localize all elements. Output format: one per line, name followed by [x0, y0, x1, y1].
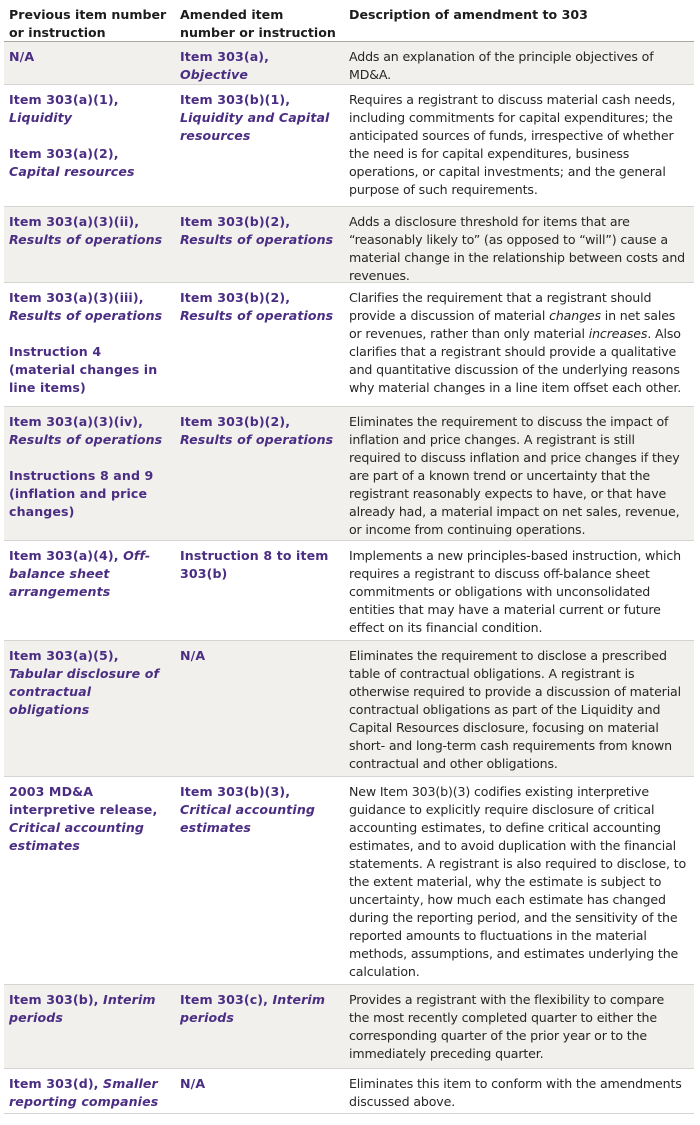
item-number: Instructions 8 and 9 (inflation and price changes) [9, 468, 154, 519]
item-title: Capital resources [9, 164, 135, 179]
item-reference [180, 1075, 339, 1093]
item-number: Instruction 8 to item 303(b) [180, 548, 329, 581]
description-cell: Adds a disclosure threshold for items that are “reasonably likely to” (as opposed to “will”) cause a material change in the relationship between costs and revenues. [349, 214, 685, 283]
table-row [4, 1069, 694, 1114]
item-reference [180, 48, 339, 84]
item-reference [9, 467, 171, 521]
description-cell: Implements a new principles-based instruction, which requires a registrant to discuss off-balance sheet commitments or obligations with unconsolidated entities that may have a material current or future effect on its financial condition. [349, 548, 681, 635]
item-reference [9, 145, 171, 181]
table-row [4, 985, 694, 1069]
item-title: Interim periods [180, 992, 326, 1025]
item-title: Results of operations [9, 232, 163, 247]
item-title: Results of operations [180, 432, 334, 447]
item-number: Item 303(d), [9, 1076, 104, 1091]
item-title: Off-balance sheet arrangements [9, 548, 151, 599]
item-reference [180, 289, 339, 325]
item-number: N/A [9, 49, 35, 64]
item-number: 2003 MD&A interpretive release, [9, 784, 158, 817]
item-number: Item 303(a)(1), [9, 92, 119, 107]
table-row [4, 42, 694, 85]
description-text: . Also clarifies that a registrant should provide a qualitative and quantitative discussion of the underlying reasons why material changes in a line item offset each other. [349, 326, 682, 395]
item-reference [9, 213, 171, 249]
description-cell: Provides a registrant with the flexibility to compare the most recently completed quarter to either the corresponding quarter of the prior year or to the immediately preceding quarter. [349, 992, 665, 1061]
description-cell: Eliminates this item to conform with the amendments discussed above. [349, 1076, 682, 1109]
item-number: Item 303(c), [180, 992, 273, 1007]
item-title: Smaller reporting companies [9, 1076, 159, 1109]
amended-item-cell [175, 407, 343, 540]
item-number: Item 303(b)(3), [180, 784, 291, 799]
description-text: in net sales or revenues, rather than only material [349, 308, 676, 341]
item-title: Critical accounting estimates [9, 820, 145, 853]
previous-item-cell [4, 207, 175, 282]
item-reference [180, 647, 339, 665]
item-title: Objective [180, 67, 249, 82]
item-reference [9, 343, 171, 397]
item-reference [9, 991, 171, 1027]
item-reference [180, 783, 339, 837]
item-number: Item 303(b), [9, 992, 104, 1007]
item-number: Item 303(b)(2), [180, 414, 291, 429]
previous-item-cell [4, 541, 175, 640]
table-row [4, 283, 694, 407]
item-title: Critical accounting estimates [180, 802, 316, 835]
amended-item-cell [175, 541, 343, 640]
previous-item-cell [4, 777, 175, 984]
item-number: Item 303(b)(2), [180, 214, 291, 229]
amended-item-cell [175, 777, 343, 984]
item-number: Item 303(a)(4), [9, 548, 124, 563]
table-row [4, 85, 694, 207]
previous-item-cell [4, 85, 175, 206]
previous-item-cell [4, 641, 175, 776]
item-title: Liquidity and Capital resources [180, 110, 330, 143]
item-number: Item 303(a)(3)(iv), [9, 414, 144, 429]
emphasized-text: changes [549, 308, 601, 323]
item-reference [9, 783, 171, 855]
header-amended: Amended item number or instruction [180, 7, 336, 40]
item-reference [180, 991, 339, 1027]
item-reference [180, 213, 339, 249]
previous-item-cell [4, 407, 175, 540]
item-reference [9, 547, 171, 601]
item-number: Item 303(a)(3)(iii), [9, 290, 144, 305]
table-row [4, 641, 694, 777]
description-cell: Eliminates the requirement to disclose a prescribed table of contractual obligations. A registrant is otherwise required to provide a discussion of material contractual obligations as part of the Liquidity and Capital Resources disclosure, focusing on material short- and long-term cash requirements from known contractual and other obligations. [349, 648, 681, 771]
item-reference [180, 91, 339, 145]
item-title: Results of operations [180, 308, 334, 323]
header-previous: Previous item number or instruction [9, 7, 167, 40]
description-text: Clarifies the requirement that a registrant should provide a discussion of material [349, 290, 652, 323]
table-header [4, 0, 694, 42]
item-reference [9, 48, 171, 66]
description-cell: Requires a registrant to discuss material cash needs, including commitments for capital expenditures; the anticipated sources of funds, irrespective of whether the need is for capital expenditures, business operations, or capital investments; and the general purpose of such requirements. [349, 92, 676, 197]
emphasized-text: increases [588, 326, 648, 341]
item-number: Item 303(a), [180, 49, 270, 64]
item-title: Results of operations [9, 308, 163, 323]
previous-item-cell [4, 283, 175, 406]
item-reference [9, 647, 171, 719]
item-number: Item 303(b)(1), [180, 92, 291, 107]
item-title: Results of operations [9, 432, 163, 447]
item-reference [180, 547, 339, 583]
amended-item-cell [175, 283, 343, 406]
table-row [4, 207, 694, 283]
previous-item-cell [4, 1069, 175, 1113]
item-title: Tabular disclosure of contractual obligations [9, 666, 160, 717]
item-title: Results of operations [180, 232, 334, 247]
item-reference [9, 1075, 171, 1111]
item-number: Item 303(b)(2), [180, 290, 291, 305]
amended-item-cell [175, 641, 343, 776]
item-title: Liquidity [9, 110, 73, 125]
item-number: Instruction 4 (material changes in line items) [9, 344, 158, 395]
previous-item-cell [4, 42, 175, 84]
description-cell: New Item 303(b)(3) codifies existing interpretive guidance to explicitly require disclosure of critical accounting estimates, to define critical accounting estimates, and to avoid duplication with the financial statements. A registrant is also required to disclose, to the extent material, why the estimate is subject to uncertainty, how much each estimate has changed during the reporting period, and the sensitivity of the reported amounts to fluctuations in the material methods, assumptions, and estimates underlying the calculation. [349, 784, 687, 979]
header-description: Description of amendment to 303 [349, 7, 588, 22]
amended-item-cell [175, 985, 343, 1068]
amended-item-cell [175, 85, 343, 206]
table-row [4, 777, 694, 985]
amended-item-cell [175, 42, 343, 84]
item-number: Item 303(a)(3)(ii), [9, 214, 140, 229]
item-reference [9, 413, 171, 449]
amended-item-cell [175, 207, 343, 282]
previous-item-cell [4, 985, 175, 1068]
item-title: Interim periods [9, 992, 156, 1025]
table-row [4, 541, 694, 641]
item-reference [9, 91, 171, 127]
table-row [4, 407, 694, 541]
item-number: N/A [180, 648, 206, 663]
item-reference [9, 289, 171, 325]
amendments-table [4, 0, 694, 1114]
item-number: Item 303(a)(5), [9, 648, 119, 663]
table-body [4, 42, 694, 1114]
description-cell [343, 283, 694, 406]
description-cell: Eliminates the requirement to discuss the impact of inflation and price changes. A registrant is still required to discuss inflation and price changes if they are part of a known trend or uncertainty that the registrant reasonably expects to have, or that have already had, a material impact on net sales, revenue, or income from continuing operations. [349, 414, 680, 537]
description-cell: Adds an explanation of the principle objectives of MD&A. [349, 49, 654, 82]
item-number: Item 303(a)(2), [9, 146, 119, 161]
amended-item-cell [175, 1069, 343, 1113]
item-reference [180, 413, 339, 449]
item-number: N/A [180, 1076, 206, 1091]
